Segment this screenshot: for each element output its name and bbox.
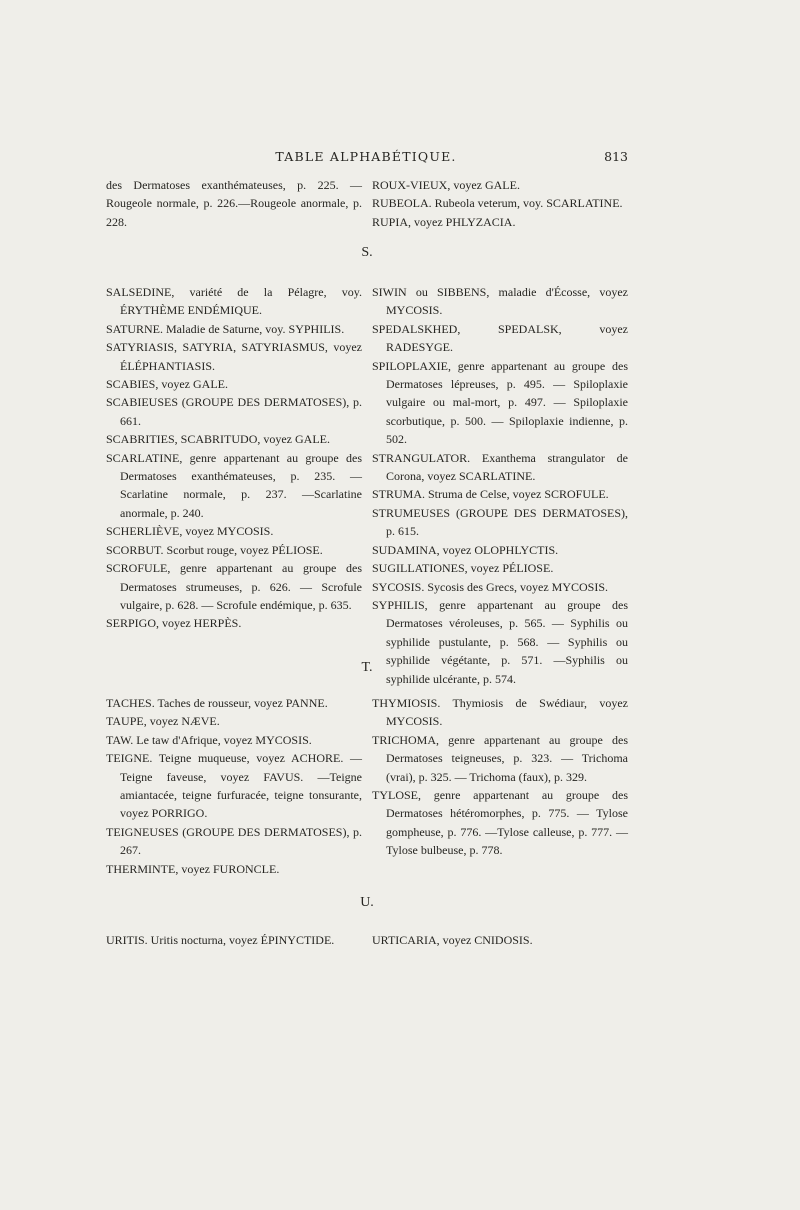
index-entry: RUBEOLA. Rubeola veterum, voy. SCARLATINE. [372, 196, 623, 211]
index-entry: SERPIGO, voyez HERPÈS. [106, 616, 242, 631]
index-entry: SCROFULE, genre appartenant au groupe des Dermatoses strumeuses, p. 626. — Scrofule vulgaire, p. 628. — Scrofule endémique, p. 635. [106, 561, 362, 612]
index-entry: TRICHOMA, genre appartenant au groupe des Dermatoses teigneuses, p. 323. — Trichoma (vrai), p. 325. — Trichoma (faux), p. 329. [372, 732, 628, 784]
running-head: TABLE ALPHABÉTIQUE. [275, 149, 457, 164]
index-entry: SATURNE. Maladie de Saturne, voy. SYPHILIS. [106, 321, 345, 336]
section-letter-s: S. [361, 245, 373, 260]
section-s-right-column [372, 283, 628, 688]
index-entry: TAUPE, voyez NÆVE. [106, 714, 220, 729]
section-r [106, 176, 628, 231]
index-entry: des Dermatoses exanthémateuses, p. 225. —Rougeole normale, p. 226.—Rougeole anormale, p. 228. [106, 178, 362, 229]
index-entry: SALSEDINE, variété de la Pélagre, voy. ÉRYTHÈME ENDÉMIQUE. [106, 285, 362, 318]
index-entry: STRANGULATOR. Exanthema strangulator de Corona, voyez SCARLATINE. [372, 450, 628, 484]
index-entry: ROUX-VIEUX, voyez GALE. [372, 178, 520, 192]
index-entry: SYPHILIS, genre appartenant au groupe des Dermatoses véroleuses, p. 565. — Syphilis ou syphilide pustulante, p. 568. — Syphilis ou syphilide végétante, p. 571. —Syphilis ou syphilide ulcérante, p. 574. [372, 597, 628, 686]
index-entry: TEIGNE. Teigne muqueuse, voyez ACHORE. —Teigne faveuse, voyez FAVUS. —Teigne amiantacée, teigne furfuracée, teigne tonsurante, voyez PORRIGO. [106, 751, 362, 821]
index-entry: THERMINTE, voyez FURONCLE. [106, 861, 280, 876]
section-t-left-column [106, 694, 362, 878]
section-s [106, 283, 628, 688]
section-u-left-column [106, 931, 362, 949]
index-entry: TACHES. Taches de rousseur, voyez PANNE. [106, 696, 328, 710]
index-entry: RUPIA, voyez PHLYZACIA. [372, 214, 516, 229]
index-entry: SPEDALSKHED, SPEDALSK, voyez RADESYGE. [372, 321, 628, 355]
index-entry: SCARLATINE, genre appartenant au groupe des Dermatoses exanthémateuses, p. 235. — Scarlatine normale, p. 237. —Scarlatine anormale, p. 240. [106, 450, 362, 520]
section-r-right-column [372, 176, 628, 231]
page-number: 813 [604, 149, 628, 164]
section-letter-t: T. [361, 660, 373, 675]
index-entry: SATYRIASIS, SATYRIA, SATYRIASMUS, voyez ÉLÉPHANTIASIS. [106, 340, 362, 373]
index-entry: SUDAMINA, voyez OLOPHLYCTIS. [372, 542, 559, 557]
index-entry: TAW. Le taw d'Afrique, voyez MYCOSIS. [106, 732, 312, 747]
index-entry: SCORBUT. Scorbut rouge, voyez PÉLIOSE. [106, 542, 323, 557]
index-entry: URTICARIA, voyez CNIDOSIS. [372, 933, 533, 947]
index-entry: STRUMA. Struma de Celse, voyez SCROFULE. [372, 487, 609, 502]
section-t [106, 694, 628, 878]
index-entry: TYLOSE, genre appartenant au groupe des Dermatoses hétéromorphes, p. 775. — Tylose gompheuse, p. 776. —Tylose calleuse, p. 777. —Tylose bulbeuse, p. 778. [372, 788, 628, 858]
section-s-left-column [106, 283, 362, 688]
index-entry: SUGILLATIONES, voyez PÉLIOSE. [372, 561, 554, 576]
index-entry: SCABIES, voyez GALE. [106, 377, 228, 392]
index-entry: SYCOSIS. Sycosis des Grecs, voyez MYCOSIS. [372, 579, 609, 594]
index-entry: SIWIN ou SIBBENS, maladie d'Écosse, voyez MYCOSIS. [372, 285, 628, 318]
index-entry: THYMIOSIS. Thymiosis de Swédiaur, voyez MYCOSIS. [372, 696, 628, 729]
index-entry: STRUMEUSES (GROUPE DES DERMATOSES), p. 615. [372, 505, 628, 539]
section-u-right-column [372, 931, 628, 949]
index-entry: URITIS. Uritis nocturna, voyez ÉPINYCTIDE. [106, 933, 335, 947]
index-entry: SCHERLIÈVE, voyez MYCOSIS. [106, 524, 274, 539]
index-entry: SPILOPLAXIE, genre appartenant au groupe des Dermatoses lépreuses, p. 495. — Spiloplaxie vulgaire ou mal-mort, p. 497. — Spiloplaxie scorbutique, p. 500. — Spiloplaxie indienne, p. 502. [372, 358, 628, 447]
section-u [106, 931, 628, 949]
index-entry: SCABRITIES, SCABRITUDO, voyez GALE. [106, 432, 330, 447]
section-r-left-column [106, 176, 362, 231]
index-entry: TEIGNEUSES (GROUPE DES DERMATOSES), p. 267. [106, 824, 362, 858]
index-entry: SCABIEUSES (GROUPE DES DERMATOSES), p. 661. [106, 395, 362, 428]
section-letter-u: U. [360, 895, 374, 910]
section-t-right-column [372, 694, 628, 878]
